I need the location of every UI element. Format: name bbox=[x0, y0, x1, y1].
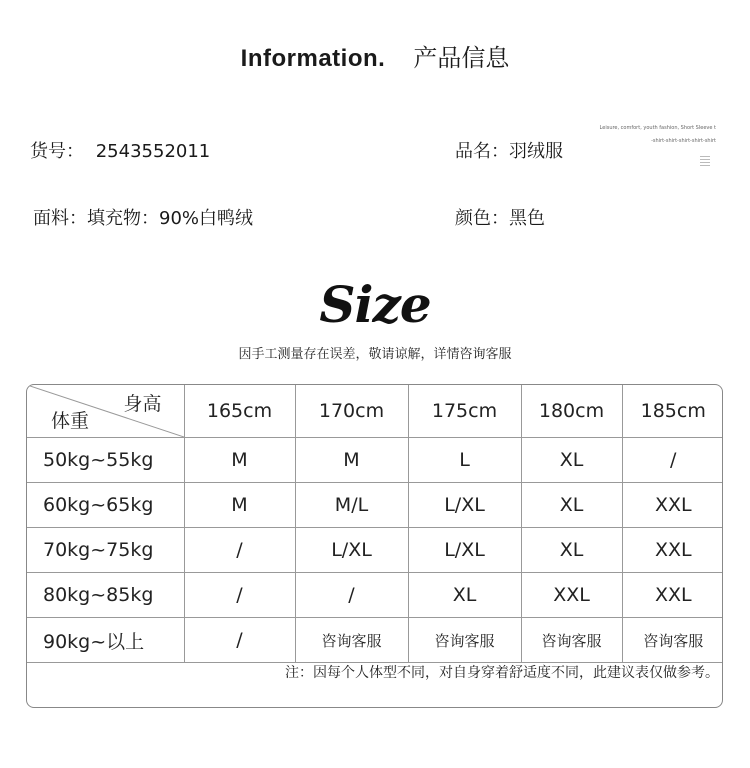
tagline-line-2: -shirt-shirt-shirt-shirt-shirt bbox=[651, 138, 716, 144]
size-cell: L/XL bbox=[408, 483, 521, 528]
item-number-value: 2543552011 bbox=[95, 141, 211, 162]
size-cell: M bbox=[184, 483, 295, 528]
size-cell: XXL bbox=[622, 528, 723, 573]
weight-cell: 80kg~85kg bbox=[27, 573, 184, 618]
item-number-label: 货号： bbox=[30, 141, 84, 162]
table-note: 注：因每个人体型不同，对自身穿着舒适度不同，此建议表仅做参考。 bbox=[285, 665, 719, 681]
product-name bbox=[455, 137, 563, 163]
height-header: 185cm bbox=[622, 385, 723, 438]
size-cell: 咨询客服 bbox=[295, 618, 408, 663]
size-cell: XXL bbox=[622, 573, 723, 618]
size-subtitle: 因手工测量存在误差，敬请谅解，详情咨询客服 bbox=[238, 347, 512, 362]
product-name-value: 羽绒服 bbox=[509, 141, 563, 162]
height-header: 175cm bbox=[408, 385, 521, 438]
size-cell: L/XL bbox=[295, 528, 408, 573]
height-header: 165cm bbox=[184, 385, 295, 438]
tagline-line-1: Leisure, comfort, youth fashion, Short Sleeve t bbox=[599, 125, 716, 131]
size-cell: 咨询客服 bbox=[521, 618, 622, 663]
table-row bbox=[27, 438, 723, 483]
size-cell: / bbox=[184, 573, 295, 618]
size-cell: / bbox=[295, 573, 408, 618]
menu-lines-icon bbox=[700, 154, 710, 168]
material-label: 面料： bbox=[33, 208, 87, 229]
size-cell: XXL bbox=[622, 483, 723, 528]
size-cell: XL bbox=[521, 438, 622, 483]
size-cell: XL bbox=[521, 528, 622, 573]
size-cell: L/XL bbox=[408, 528, 521, 573]
size-cell: / bbox=[622, 438, 723, 483]
size-cell: XL bbox=[521, 483, 622, 528]
size-cell: M/L bbox=[295, 483, 408, 528]
table-row bbox=[27, 618, 723, 663]
table-row bbox=[27, 528, 723, 573]
height-header: 180cm bbox=[521, 385, 622, 438]
weight-cell: 70kg~75kg bbox=[27, 528, 184, 573]
weight-cell: 90kg~以上 bbox=[27, 618, 184, 663]
size-cell: M bbox=[184, 438, 295, 483]
page-title bbox=[0, 38, 750, 73]
size-cell: / bbox=[184, 618, 295, 663]
height-header: 170cm bbox=[295, 385, 408, 438]
size-cell: 咨询客服 bbox=[622, 618, 723, 663]
corner-height-label: 身高 bbox=[123, 393, 162, 415]
color-value: 黑色 bbox=[509, 208, 545, 229]
item-number bbox=[30, 137, 210, 163]
size-cell: 咨询客服 bbox=[408, 618, 521, 663]
color bbox=[455, 204, 545, 230]
title-chinese: 产品信息 bbox=[413, 44, 510, 72]
product-name-label: 品名： bbox=[455, 141, 509, 162]
size-logo: Size bbox=[319, 275, 431, 334]
size-cell: / bbox=[184, 528, 295, 573]
size-cell: L bbox=[408, 438, 521, 483]
size-cell: XXL bbox=[521, 573, 622, 618]
corner-weight-label: 体重 bbox=[51, 410, 90, 432]
material bbox=[33, 204, 253, 230]
weight-cell: 60kg~65kg bbox=[27, 483, 184, 528]
table-row bbox=[27, 573, 723, 618]
table-row bbox=[27, 483, 723, 528]
material-value: 填充物：90%白鸭绒 bbox=[87, 208, 254, 229]
size-cell: XL bbox=[408, 573, 521, 618]
table-header-row bbox=[27, 385, 723, 438]
size-cell: M bbox=[295, 438, 408, 483]
weight-cell: 50kg~55kg bbox=[27, 438, 184, 483]
title-english: Information. bbox=[240, 45, 386, 72]
table-corner-cell bbox=[27, 385, 184, 438]
tagline bbox=[598, 122, 716, 148]
color-label: 颜色： bbox=[455, 208, 509, 229]
size-table bbox=[26, 384, 723, 708]
